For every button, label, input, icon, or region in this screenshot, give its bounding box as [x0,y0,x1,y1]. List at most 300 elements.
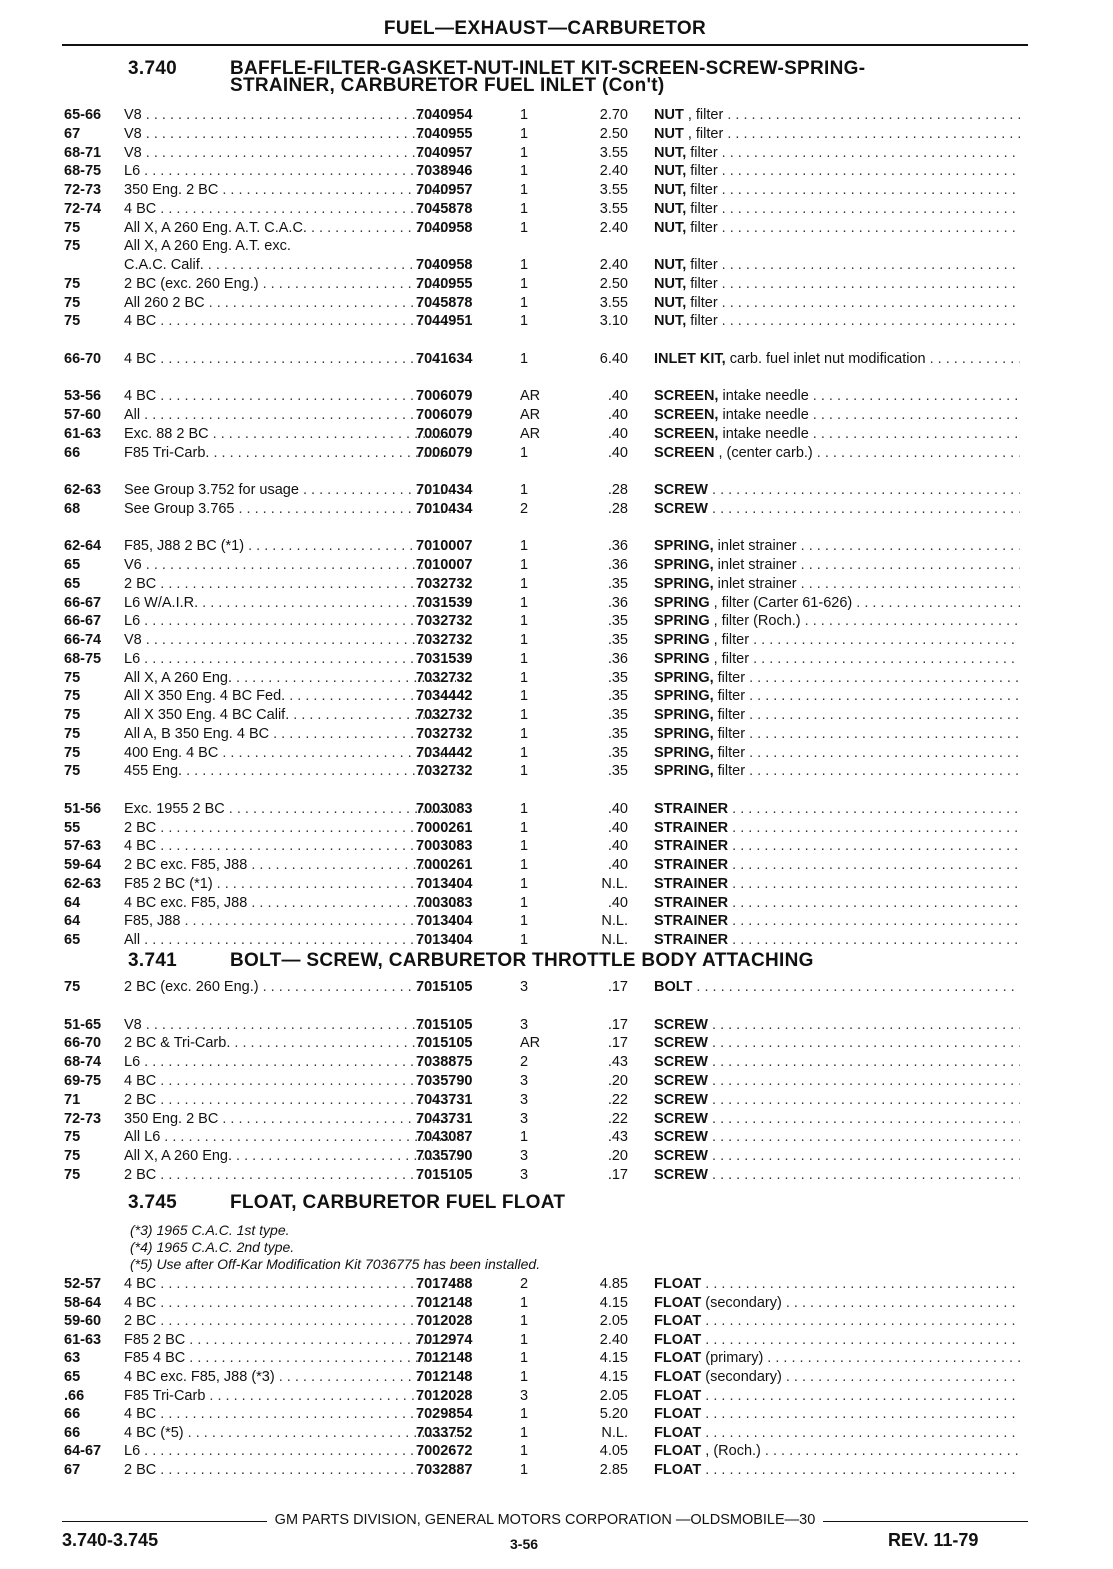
price-cell: .35 [607,763,628,780]
table-row [64,387,1020,406]
part-description: intake needle [718,425,809,442]
year-cell: 75 [64,294,81,311]
part-name: BOLT [654,979,693,995]
part-number-cell: 7003083 [416,838,473,855]
price-cell: 2.70 [599,107,628,123]
application-cell: 4 BC . . . [124,350,456,369]
footnote: (*4) 1965 C.A.C. 2nd type. [130,1239,295,1255]
application-cell: 4 BC exc. F85, J88 . . . [124,894,456,913]
section-heading: BAFFLE-FILTER-GASKET-NUT-INLET KIT-SCREEN-SCREW-SPRING- [230,58,866,79]
part-number-cell: 7012028 [416,1313,473,1330]
part-number-cell: 7032887 [416,1462,473,1478]
part-number-cell: 7040955 [416,275,473,292]
description-cell [654,856,1020,875]
price-cell: N.L. [601,875,628,892]
price-cell: .28 [607,482,628,498]
application-cell: 2 BC (exc. 260 Eng.) . . . [124,275,456,294]
table-row [64,462,1020,481]
application-cell: 2 BC . . . [124,1091,456,1110]
price-cell: .17 [607,1167,628,1183]
price-cell: 5.20 [599,1406,628,1423]
quantity-cell: 1 [520,350,529,367]
price-cell: N.L. [601,932,628,948]
price-cell: .36 [607,538,628,555]
part-number-cell: 7040957 [416,144,473,161]
quantity-cell: 2 [520,500,529,517]
quantity-cell: 1 [520,913,529,930]
footnotes [130,1222,540,1273]
part-number-cell: 7045878 [416,200,473,217]
application-cell: See Group 3.752 for usage . . . [124,481,456,500]
quantity-cell: 1 [520,669,529,686]
quantity-cell: 1 [520,257,529,273]
description-cell [654,1072,1020,1091]
part-description: , (Roch.) [701,1443,761,1460]
part-number-cell: 7000261 [416,857,473,873]
quantity-cell: 1 [520,800,529,817]
application-cell: 4 BC . . . [124,837,456,856]
section-heading-cont: STRAINER, CARBURETOR FUEL INLET (Con't) [230,75,665,96]
part-number-cell: 7043731 [416,1091,473,1108]
price-cell: .40 [607,894,628,911]
year-cell: 51-56 [64,800,102,817]
price-cell: .35 [607,669,628,686]
quantity-cell: 3 [520,1148,529,1165]
table-row [64,406,1020,425]
description-cell [654,106,1020,125]
part-number-cell: 7031539 [416,650,473,667]
price-cell: .22 [607,1110,628,1127]
description-cell [654,406,1020,425]
part-description: filter [713,707,746,723]
year-cell: 59-64 [64,857,102,873]
year-cell: 62-64 [64,538,102,555]
application-cell: 4 BC . . . [124,200,456,219]
part-number-cell: 7032732 [416,669,473,686]
part-number-cell: 7033752 [416,1424,473,1441]
year-cell: 75 [64,1167,81,1183]
application-cell: 4 BC . . . [124,1072,456,1091]
part-description: , filter [709,650,750,667]
quantity-cell: 1 [520,894,529,911]
description-cell [654,1349,1020,1368]
part-number-cell: 7040954 [416,107,473,123]
quantity-cell: 1 [520,1350,529,1367]
application-cell: All A, B 350 Eng. 4 BC . . . [124,725,456,744]
part-number-cell: 7006079 [416,388,473,405]
part-name: SCREEN, [654,388,719,405]
description-cell [654,1128,1020,1147]
part-number-cell: 7010007 [416,557,473,573]
description-cell [654,669,1020,688]
part-number-cell: 7010434 [416,482,473,498]
table-row [64,219,1020,238]
part-name: FLOAT [654,1424,702,1441]
quantity-cell: 1 [520,819,529,836]
quantity-cell: 3 [520,1016,529,1033]
price-cell: 2.50 [599,125,628,142]
footer-publisher [62,1512,1028,1528]
table-row [64,669,1020,688]
description-cell [654,594,1020,613]
quantity-cell: 1 [520,838,529,855]
part-name: SCREW [654,1167,708,1183]
part-name: STRAINER [654,857,729,873]
part-number-cell: 7012148 [416,1350,473,1367]
part-name: SPRING, [654,669,714,686]
part-name: FLOAT [654,1387,702,1404]
part-number-cell: 7012028 [416,1387,473,1404]
description-cell [654,219,1020,238]
application-cell: 2 BC & Tri-Carb. . . . [124,1034,456,1053]
application-cell: 2 BC . . . [124,1461,456,1480]
part-description: , (center carb.) [714,444,813,461]
year-cell: 65 [64,1369,81,1385]
part-name: NUT, [654,257,687,273]
application-cell: L6 . . . [124,162,456,181]
part-number-cell: 7040955 [416,125,473,142]
description-cell [654,275,1020,294]
part-description: (secondary) [701,1294,782,1311]
application-cell: See Group 3.765 . . . [124,500,456,519]
description-cell [654,800,1020,819]
price-cell: .35 [607,613,628,630]
part-name: STRAINER [654,838,729,855]
description-cell [654,706,1020,725]
price-cell: .20 [607,1073,628,1089]
year-cell: 66 [64,444,81,461]
quantity-cell: 2 [520,1054,529,1071]
application-cell: F85 2 BC (*1) . . . [124,875,456,894]
part-number-cell: 7010434 [416,500,473,517]
table-row [64,350,1020,369]
price-cell: 3.55 [599,294,628,311]
application-cell: V8 . . . [124,144,456,163]
part-number-cell: 7017488 [416,1276,473,1292]
part-description: , filter [683,125,724,142]
price-cell: N.L. [601,1424,628,1441]
table-row [64,1312,1020,1331]
part-number-cell: 7035790 [416,1073,473,1089]
table-row [64,162,1020,181]
description-cell [654,978,1020,997]
year-cell: 75 [64,688,81,705]
price-cell: .40 [607,407,628,423]
part-number-cell: 7035790 [416,1148,473,1165]
quantity-cell: 1 [520,688,529,705]
price-cell: 4.15 [599,1350,628,1367]
part-description: filter [713,725,746,742]
table-row [64,519,1020,538]
part-name: STRAINER [654,819,729,836]
part-number-cell: 7000261 [416,819,473,836]
part-name: SCREW [654,1035,708,1052]
part-number-cell: 7012148 [416,1369,473,1385]
description-cell [654,350,1020,369]
description-cell [654,481,1020,500]
table-row [64,1034,1020,1053]
table-row [64,594,1020,613]
part-name: STRAINER [654,932,729,948]
part-name: FLOAT [654,1294,702,1311]
application-cell: 4 BC . . . [124,1405,456,1424]
price-cell: N.L. [601,913,628,930]
price-cell: .43 [607,1129,628,1146]
table-row [64,106,1020,125]
quantity-cell: 1 [520,1129,529,1146]
description-cell [654,894,1020,913]
application-cell: Exc. 88 2 BC . . . [124,425,456,444]
description-cell [654,556,1020,575]
quantity-cell: 1 [520,650,529,667]
part-number-cell: 7013404 [416,913,473,930]
year-cell: 61-63 [64,425,102,442]
description-cell [654,912,1020,931]
part-name: NUT, [654,275,687,292]
part-name: SPRING, [654,575,714,592]
table-row [64,912,1020,931]
price-cell: 2.85 [599,1462,628,1478]
description-cell [654,312,1020,331]
price-cell: .36 [607,650,628,667]
footnote: (*3) 1965 C.A.C. 1st type. [130,1222,290,1238]
part-description: filter [686,275,718,292]
description-cell [654,1110,1020,1129]
part-name: SPRING, [654,707,714,723]
part-name: FLOAT [654,1313,702,1330]
application-cell: 2 BC . . . [124,575,456,594]
table-row [64,331,1020,350]
quantity-cell: 1 [520,1331,529,1348]
part-number-cell: 7015105 [416,979,473,995]
table-row [64,762,1020,781]
table-row [64,1110,1020,1129]
quantity-cell: 1 [520,1369,529,1385]
year-cell: 66-67 [64,613,102,630]
quantity-cell: 1 [520,200,529,217]
price-cell: .40 [607,819,628,836]
quantity-cell: 1 [520,275,529,292]
part-number-cell: 7006079 [416,444,473,461]
part-name: SCREW [654,1129,708,1146]
year-cell: 65 [64,575,81,592]
part-number-cell: 7006079 [416,407,473,423]
table-row [64,1053,1020,1072]
table-row [64,631,1020,650]
table-row [64,819,1020,838]
part-name: SPRING, [654,688,714,705]
application-cell: L6 . . . [124,1053,456,1072]
part-description: inlet strainer [713,557,797,573]
description-cell [654,181,1020,200]
footer-publisher-text: GM PARTS DIVISION, GENERAL MOTORS CORPORATION —OLDSMOBILE—30 [267,1512,824,1528]
year-cell: 68-71 [64,144,102,161]
description-cell [654,500,1020,519]
application-cell: 350 Eng. 2 BC . . . [124,1110,456,1129]
table-row [64,931,1020,950]
year-cell: 75 [64,1148,81,1165]
year-cell: 67 [64,125,81,142]
part-name: FLOAT [654,1331,702,1348]
year-cell: 52-57 [64,1276,102,1292]
quantity-cell: 1 [520,875,529,892]
part-number-cell: 7034442 [416,744,473,761]
quantity-cell: 1 [520,1462,529,1478]
description-cell [654,631,1020,650]
description-cell [654,1331,1020,1350]
part-description: , filter (Roch.) [709,613,801,630]
part-name: SPRING [654,594,710,611]
quantity-cell: 1 [520,763,529,780]
table-row [64,200,1020,219]
part-number-cell: 7010007 [416,538,473,555]
price-cell: 4.05 [599,1443,628,1460]
part-number-cell: 7003083 [416,894,473,911]
year-cell: 68 [64,500,81,517]
price-cell: .40 [607,425,628,442]
footer-section-range: 3.740-3.745 [62,1530,159,1550]
description-cell [654,744,1020,763]
price-cell: 6.40 [599,350,628,367]
year-cell: 59-60 [64,1313,102,1330]
description-cell [654,931,1020,950]
quantity-cell: 1 [520,538,529,555]
table-row [64,575,1020,594]
part-number-cell: 7032732 [416,632,473,648]
part-description: filter [713,688,746,705]
table-row [64,1072,1020,1091]
description-cell [654,725,1020,744]
price-cell: 2.05 [599,1387,628,1404]
application-cell: All . . . [124,931,456,950]
part-description: filter [713,669,746,686]
table-row [64,275,1020,294]
description-cell [654,1034,1020,1053]
price-cell: .40 [607,838,628,855]
description-cell [654,387,1020,406]
application-cell: V6 . . . [124,556,456,575]
quantity-cell: 1 [520,294,529,311]
description-cell [654,1016,1020,1035]
year-cell: 72-74 [64,200,102,217]
application-cell: All X 350 Eng. 4 BC Calif. . . . [124,706,456,725]
part-description: inlet strainer [713,575,797,592]
table-row [64,1442,1020,1461]
quantity-cell: 1 [520,163,529,180]
table-row [64,837,1020,856]
part-description: filter [686,257,718,273]
part-description: filter [686,200,718,217]
application-cell: 2 BC exc. F85, J88 . . . [124,856,456,875]
year-cell: 75 [64,275,81,292]
description-cell [654,650,1020,669]
application-cell: 455 Eng. . . . [124,762,456,781]
table-row [64,856,1020,875]
year-cell: 67 [64,1462,81,1478]
application-cell: 4 BC . . . [124,312,456,331]
part-name: SCREEN, [654,407,719,423]
part-name: SCREW [654,482,708,498]
price-cell: 3.55 [599,182,628,198]
description-cell [654,1405,1020,1424]
part-name: FLOAT [654,1443,702,1460]
description-cell [654,537,1020,556]
year-cell: 75 [64,219,81,236]
table-row [64,1349,1020,1368]
price-cell: .35 [607,744,628,761]
application-cell: All . . . [124,406,456,425]
part-name: STRAINER [654,875,729,892]
description-cell [654,1442,1020,1461]
quantity-cell: 3 [520,1091,529,1108]
price-cell: .17 [607,979,628,995]
part-name: SPRING [654,613,710,630]
table-row [64,1016,1020,1035]
quantity-cell: 1 [520,575,529,592]
price-cell: .35 [607,707,628,723]
description-cell [654,762,1020,781]
year-cell: 62-63 [64,875,102,892]
application-cell: F85 2 BC . . . [124,1331,456,1350]
price-cell: .35 [607,632,628,648]
table-row [64,294,1020,313]
table-row [64,894,1020,913]
application-cell: 2 BC . . . [124,819,456,838]
price-cell: .40 [607,444,628,461]
part-name: NUT [654,125,684,142]
quantity-cell: 1 [520,182,529,198]
part-number-cell: 7032732 [416,613,473,630]
year-cell: 64 [64,913,81,930]
price-cell: .35 [607,575,628,592]
section-number: 3.740 [128,58,178,79]
part-number-cell: 7032732 [416,575,473,592]
part-description: intake needle [718,388,809,405]
section-heading: FLOAT, CARBURETOR FUEL FLOAT [230,1192,566,1213]
quantity-cell: 1 [520,744,529,761]
section-number: 3.745 [128,1192,178,1213]
quantity-cell: 1 [520,482,529,498]
quantity-cell: 3 [520,1167,529,1183]
price-cell: .17 [607,1035,628,1052]
part-name: SPRING, [654,538,714,555]
part-description: filter [686,294,718,311]
part-name: SCREEN, [654,425,719,442]
part-number-cell: 7045878 [416,294,473,311]
part-name: SPRING, [654,763,714,780]
part-description: filter [713,744,746,761]
description-cell [654,875,1020,894]
price-cell: 4.85 [599,1276,628,1292]
table-row [64,1294,1020,1313]
table-row [64,1166,1020,1185]
part-number-cell: 7032732 [416,763,473,780]
table-row [64,650,1020,669]
year-cell: 75 [64,238,81,255]
price-cell: 2.05 [599,1313,628,1330]
table-row [64,978,1020,997]
description-cell [654,575,1020,594]
quantity-cell: AR [520,388,541,405]
part-description: (secondary) [701,1369,782,1385]
year-cell: 72-73 [64,182,102,198]
part-name: SPRING, [654,744,714,761]
quantity-cell: 1 [520,632,529,648]
part-description: filter [713,763,746,780]
part-number-cell: 7040957 [416,182,473,198]
footer-page-number: 3-56 [510,1536,539,1552]
part-name: SCREEN [654,444,715,461]
